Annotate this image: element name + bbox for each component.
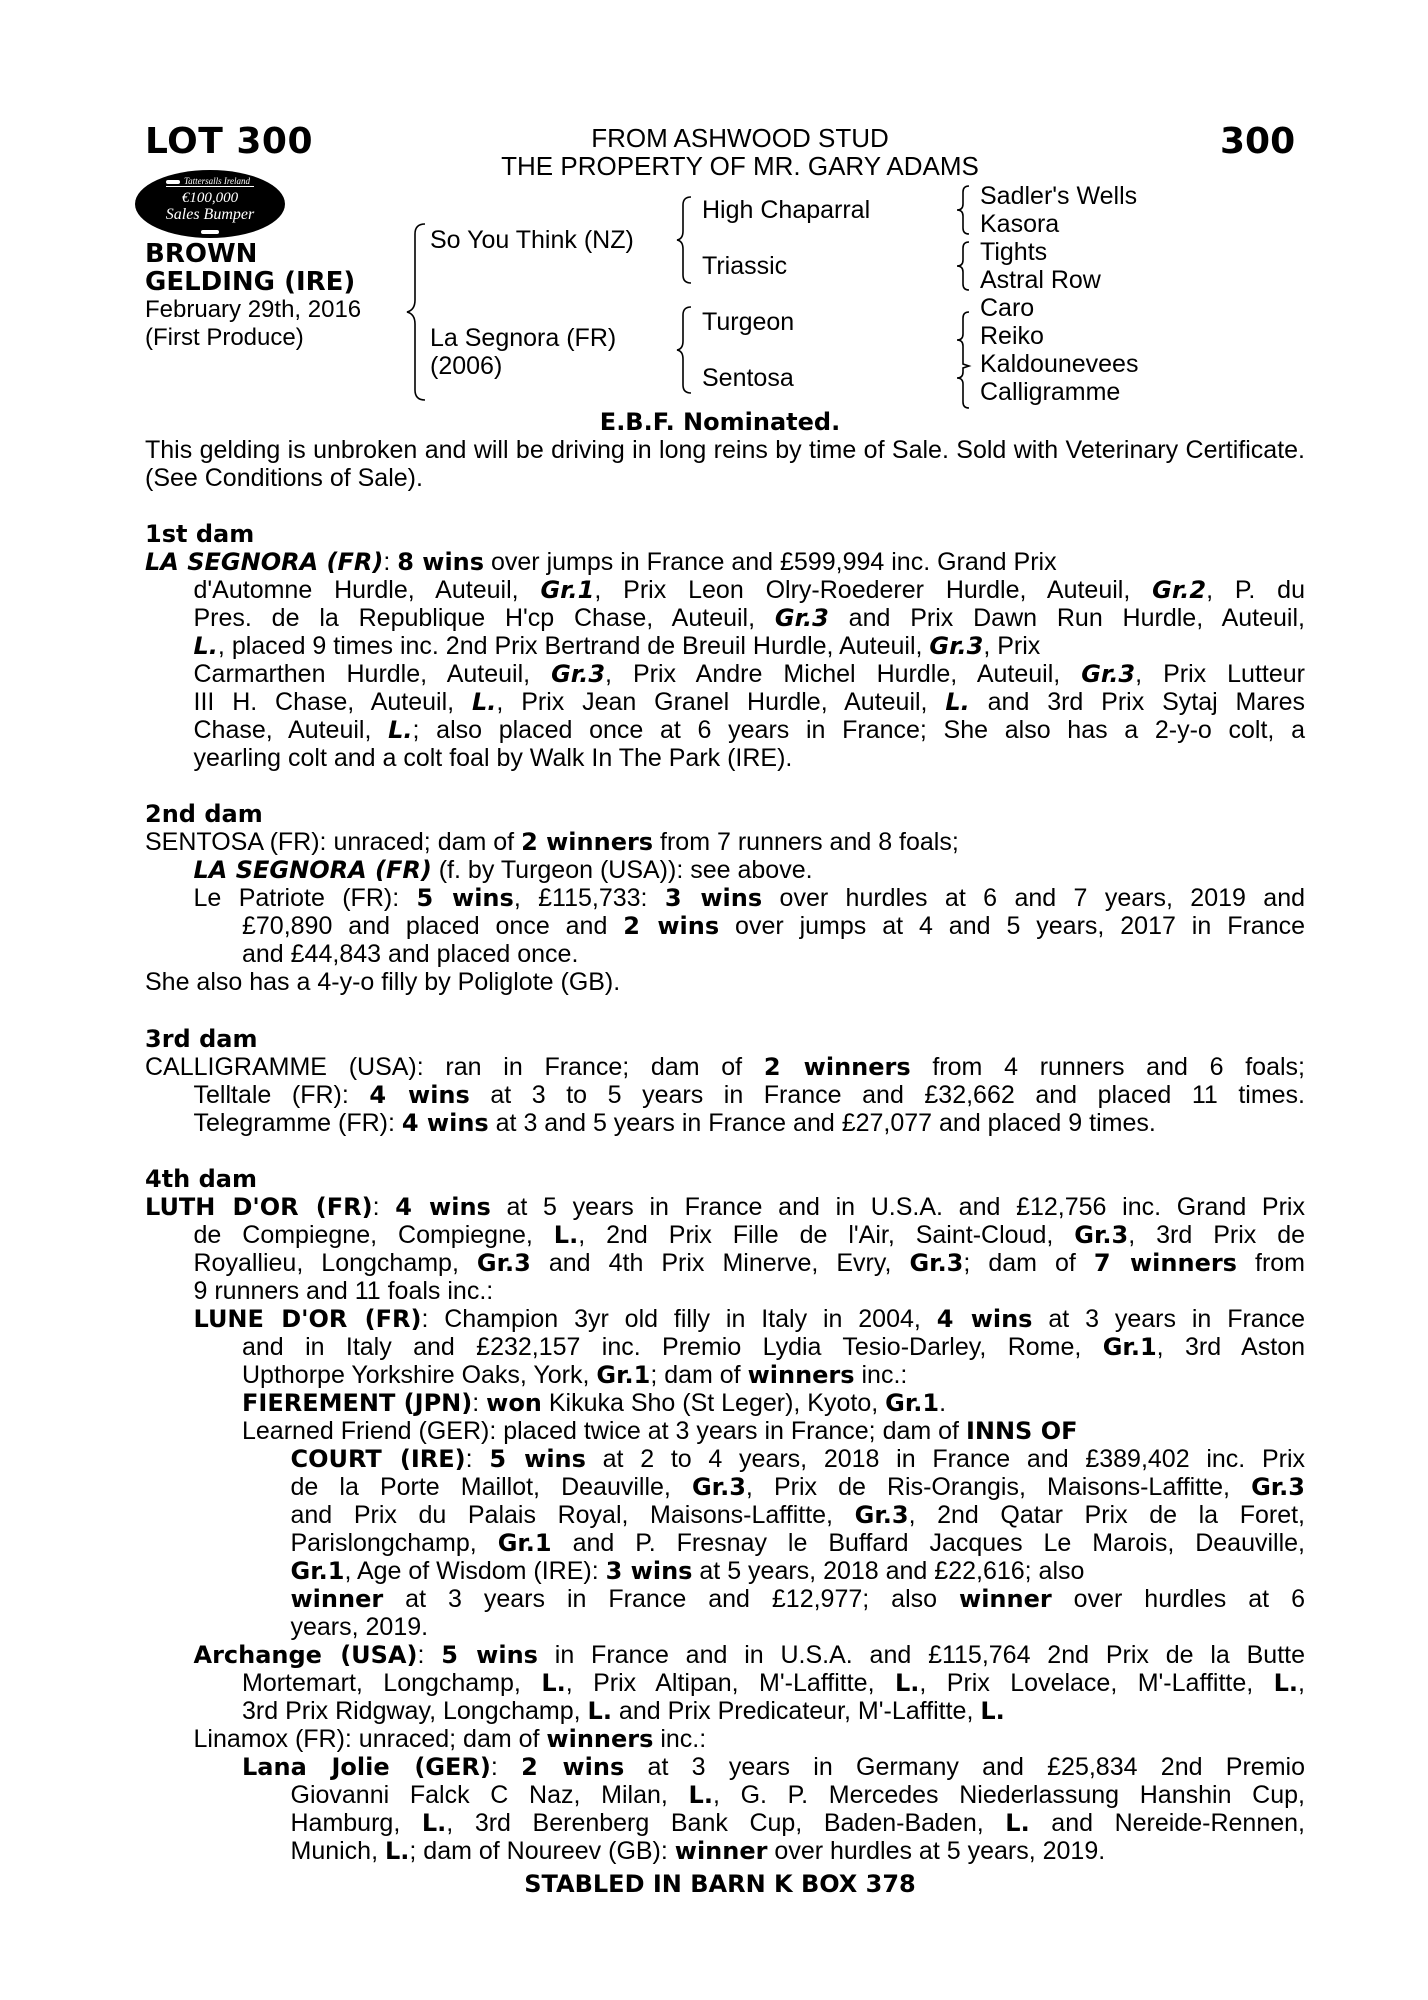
text-run: CALLIGRAMME (USA): ran in France; dam of — [145, 1053, 764, 1081]
emphasis-run: COURT (IRE) — [290, 1445, 466, 1473]
pedigree-g3-8: Calligramme — [980, 378, 1121, 406]
text-run: . — [939, 1389, 947, 1417]
emphasis-run: L. — [388, 716, 413, 744]
dam4-line — [242, 1389, 946, 1417]
text-run: ; also placed once at 6 years in France; She also has a 2-y-o colt, a — [412, 716, 1305, 744]
dam1-line — [194, 744, 793, 772]
dam4-line — [194, 1641, 1306, 1669]
emphasis-run: LUTH D'OR (FR) — [145, 1193, 373, 1221]
dam4-line — [291, 1501, 1306, 1529]
text-run: inc.: — [854, 1361, 908, 1389]
text-run: Hamburg, — [290, 1809, 422, 1837]
horse-dob-block — [145, 296, 361, 352]
text-run: Kikuka Sho (St Leger), Kyoto, — [541, 1389, 886, 1417]
dam4-line — [242, 1417, 1078, 1445]
text-run: , placed 9 times inc. 2nd Prix Bertrand de Breuil Hurdle, Auteuil, — [217, 632, 930, 660]
dam2-line — [242, 912, 1305, 940]
dam4-line — [291, 1585, 1306, 1613]
emphasis-run: winners — [546, 1725, 654, 1753]
dam4-line — [194, 1305, 1306, 1333]
text-run: : Champion 3yr old filly in Italy in 2004, — [421, 1305, 937, 1333]
dam4-line — [291, 1837, 1106, 1865]
emphasis-run: Gr.3 — [909, 1249, 964, 1277]
emphasis-run: L. — [541, 1669, 566, 1697]
text-run: inc.: — [653, 1725, 707, 1753]
dam4-line — [291, 1529, 1306, 1557]
emphasis-run: L. — [894, 1669, 920, 1697]
text-run: , — [1298, 1669, 1305, 1697]
text-run: and 3rd Prix Sytaj Mares — [969, 688, 1305, 716]
dam4-line — [291, 1613, 429, 1641]
emphasis-run: 4 wins — [936, 1305, 1033, 1333]
pedigree-brace-g3-2 — [955, 240, 975, 292]
pedigree-dam: La Segnora (FR) — [430, 324, 617, 352]
emphasis-run: Gr.3 — [1074, 1221, 1129, 1249]
text-run: Chase, Auteuil, — [193, 716, 389, 744]
text-run: at 3 and 5 years in France and £27,077 and placed 9 times. — [488, 1109, 1156, 1137]
dam2-line — [194, 884, 1306, 912]
emphasis-run: Gr.1 — [596, 1361, 651, 1389]
text-run: de la Porte Maillot, Deauville, — [290, 1473, 692, 1501]
horse-sex-country: GELDING (IRE) — [145, 267, 356, 297]
vendor-line-2: THE PROPERTY OF MR. GARY ADAMS — [501, 151, 979, 181]
badge-name: Sales Bumper — [165, 206, 255, 223]
pedigree-brace-sire — [675, 195, 695, 285]
text-run: from 4 runners and 6 foals; — [910, 1053, 1305, 1081]
emphasis-run: winners — [747, 1361, 855, 1389]
emphasis-run: 4 wins — [369, 1081, 470, 1109]
emphasis-run: L. — [1005, 1809, 1030, 1837]
emphasis-run: Gr.3 — [774, 604, 829, 632]
emphasis-run: Gr.3 — [1081, 660, 1136, 688]
emphasis-run: Gr.3 — [551, 660, 606, 688]
text-run: Carmarthen Hurdle, Auteuil, — [193, 660, 552, 688]
text-run: over hurdles at 6 — [1051, 1585, 1305, 1613]
text-run: Linamox (FR): unraced; dam of — [193, 1725, 547, 1753]
dam3-line — [194, 1109, 1156, 1137]
emphasis-run: L. — [193, 632, 218, 660]
text-run: and 4th Prix Minerve, Evry, — [530, 1249, 910, 1277]
pedigree-g3-3: Tights — [980, 238, 1048, 266]
dam1-line — [194, 576, 1306, 604]
text-run: de Compiegne, Compiegne, — [193, 1221, 554, 1249]
text-run: , 2nd Qatar Prix de la Foret, — [908, 1501, 1305, 1529]
ebf-nominated: E.B.F. Nominated. — [599, 408, 841, 436]
dam2-line — [145, 828, 959, 856]
text-run: : — [472, 1389, 487, 1417]
fox-icon — [201, 230, 219, 234]
stabling-footer: STABLED IN BARN K BOX 378 — [524, 1870, 916, 1898]
text-run: at 5 years, 2018 and £22,616; also — [692, 1557, 1085, 1585]
pedigree-brace-main — [405, 222, 431, 402]
emphasis-run: 3 wins — [664, 884, 763, 912]
text-run: , Prix Jean Granel Hurdle, Auteuil, — [496, 688, 946, 716]
text-run: , G. P. Mercedes Niederlassung Hanshin Cup, — [712, 1781, 1305, 1809]
emphasis-run: winner — [674, 1837, 768, 1865]
text-run: in France and in U.S.A. and £115,764 2nd Prix de la Butte — [537, 1641, 1305, 1669]
dam4-line — [242, 1753, 1305, 1781]
dam4-line — [145, 1193, 1305, 1221]
emphasis-run: 2 wins — [623, 912, 720, 940]
emphasis-run: FIEREMENT (JPN) — [242, 1389, 473, 1417]
dam4-line — [242, 1697, 1005, 1725]
text-run: 9 runners and 11 foals inc.: — [193, 1277, 494, 1305]
dam4-line — [194, 1277, 494, 1305]
text-run: and in Italy and £232,157 inc. Premio Lydia Tesio-Darley, Rome, — [242, 1333, 1103, 1361]
emphasis-run: Gr.3 — [476, 1249, 531, 1277]
pedigree-brace-dam — [675, 305, 695, 395]
pedigree-dam-year: (2006) — [430, 352, 503, 380]
dam4-line — [291, 1473, 1306, 1501]
dam4-line — [242, 1669, 1305, 1697]
emphasis-run: Gr.3 — [929, 632, 984, 660]
emphasis-run: winner — [290, 1585, 384, 1613]
dam1-line — [194, 660, 1305, 688]
text-run: , Prix Leon Olry-Roederer Hurdle, Auteuil, — [594, 576, 1153, 604]
pedigree-g3-4: Astral Row — [980, 266, 1101, 294]
text-run: III H. Chase, Auteuil, — [193, 688, 472, 716]
text-run: , 3rd Prix de — [1128, 1221, 1306, 1249]
emphasis-run: 7 winners — [1093, 1249, 1237, 1277]
emphasis-run: 2 wins — [521, 1753, 625, 1781]
emphasis-run: Gr.1 — [885, 1389, 940, 1417]
text-run: , 3rd Berenberg Bank Cup, Baden-Baden, — [446, 1809, 1006, 1837]
emphasis-run: L. — [688, 1781, 713, 1809]
horse-produce-note: (First Produce) — [145, 324, 304, 351]
text-run: over hurdles at 5 years, 2019. — [767, 1837, 1106, 1865]
text-run: and £44,843 and placed once. — [242, 940, 579, 968]
text-run: , Prix Lutteur — [1135, 660, 1305, 688]
text-run: and Prix du Palais Royal, Maisons-Laffitte, — [290, 1501, 855, 1529]
emphasis-run: 3 wins — [605, 1557, 693, 1585]
text-run: : — [383, 548, 398, 576]
text-run: d'Automne Hurdle, Auteuil, — [193, 576, 541, 604]
emphasis-run: 2 winners — [763, 1053, 911, 1081]
text-run: from — [1236, 1249, 1306, 1277]
text-run: : — [417, 1641, 442, 1669]
text-run: 3rd Prix Ridgway, Longchamp, — [242, 1697, 588, 1725]
text-run: Parislongchamp, — [290, 1529, 498, 1557]
pedigree-dam-dam: Sentosa — [702, 364, 794, 392]
dam2-line — [145, 968, 620, 996]
dam4-line — [194, 1221, 1306, 1249]
text-run: over jumps in France and £599,994 inc. Grand Prix — [484, 548, 1057, 576]
text-run: Mortemart, Longchamp, — [242, 1669, 542, 1697]
text-run: and Prix Predicateur, M'-Laffitte, — [611, 1697, 981, 1725]
text-run: , 3rd Aston — [1156, 1333, 1305, 1361]
text-run: , 2nd Prix Fille de l'Air, Saint-Cloud, — [578, 1221, 1075, 1249]
sales-bumper-badge — [135, 170, 285, 238]
emphasis-run: winner — [959, 1585, 1052, 1613]
pedigree-g3-5: Caro — [980, 294, 1035, 322]
pedigree-brace-g3-1 — [955, 184, 975, 236]
text-run: Learned Friend (GER): placed twice at 3 years in France; dam of — [242, 1417, 966, 1445]
text-run: Munich, — [290, 1837, 385, 1865]
emphasis-run: 4 wins — [395, 1193, 491, 1221]
emphasis-run: L. — [421, 1809, 447, 1837]
text-run: over hurdles at 6 and 7 years, 2019 and — [762, 884, 1305, 912]
pedigree-g3-2: Kasora — [980, 210, 1060, 238]
emphasis-run: Gr.1 — [497, 1529, 552, 1557]
emphasis-run: Gr.1 — [290, 1557, 345, 1585]
vendor-line-1: FROM ASHWOOD STUD — [591, 123, 889, 153]
dam2-line — [242, 940, 578, 968]
text-run: over jumps at 4 and 5 years, 2017 in France — [719, 912, 1306, 940]
text-run: Pres. de la Republique H'cp Chase, Auteuil, — [193, 604, 775, 632]
emphasis-run: Gr.1 — [1102, 1333, 1157, 1361]
dam4-heading: 4th dam — [145, 1165, 257, 1193]
text-run: : — [490, 1753, 522, 1781]
dam4-line — [194, 1725, 707, 1753]
emphasis-run: Gr.3 — [691, 1473, 746, 1501]
text-run: Telegramme (FR): — [193, 1109, 402, 1137]
horse-colour: BROWN — [145, 239, 258, 269]
text-run: , Prix de Ris-Orangis, Maisons-Laffitte, — [745, 1473, 1252, 1501]
emphasis-run: Archange (USA) — [193, 1641, 418, 1669]
emphasis-run: LA SEGNORA (FR) — [145, 548, 384, 576]
horse-dob: February 29th, 2016 — [145, 296, 362, 323]
text-run: at 3 years in Germany and £25,834 2nd Premio — [624, 1753, 1305, 1781]
dam2-heading: 2nd dam — [145, 800, 263, 828]
text-run: : — [465, 1445, 490, 1473]
emphasis-run: Gr.3 — [854, 1501, 909, 1529]
dam2-line — [194, 856, 813, 884]
horse-description — [145, 240, 355, 296]
dam4-line — [291, 1445, 1306, 1473]
pedigree-g3-1: Sadler's Wells — [980, 182, 1138, 210]
emphasis-run: won — [486, 1389, 542, 1417]
text-run: , £115,733: — [513, 884, 665, 912]
emphasis-run: L. — [1273, 1669, 1299, 1697]
text-run: from 7 runners and 8 foals; — [653, 828, 959, 856]
emphasis-run: L. — [553, 1221, 579, 1249]
pedigree-g3-6: Reiko — [980, 322, 1044, 350]
vendor-block — [440, 124, 1040, 180]
text-run: , Prix Andre Michel Hurdle, Auteuil, — [605, 660, 1082, 688]
emphasis-run: L. — [980, 1697, 1005, 1725]
text-run: at 3 years in France — [1032, 1305, 1305, 1333]
badge-amount: €100,000 — [181, 190, 239, 206]
text-run: ; dam of — [650, 1361, 748, 1389]
intro-paragraph: This gelding is unbroken and will be driving in long reins by time of Sale. Sold with Veterinary Certificate. (See Conditions of Sale). — [145, 436, 1305, 492]
dam4-line — [291, 1809, 1305, 1837]
text-run: Le Patriote (FR): — [193, 884, 417, 912]
text-run: at 3 years in France and £12,977; also — [383, 1585, 960, 1613]
dam3-line — [145, 1053, 1305, 1081]
pedigree-sire-dam: Triassic — [702, 252, 788, 280]
badge-brand: Tattersalls Ireland — [166, 176, 254, 187]
emphasis-run: L. — [945, 688, 970, 716]
emphasis-run: 5 wins — [441, 1641, 538, 1669]
dam1-line — [194, 716, 1305, 744]
text-run: SENTOSA (FR): unraced; dam of — [145, 828, 522, 856]
pedigree-sire-sire: High Chaparral — [702, 196, 871, 224]
text-run: and P. Fresnay le Buffard Jacques Le Marois, Deauville, — [551, 1529, 1306, 1557]
text-run: at 2 to 4 years, 2018 in France and £389,402 inc. Prix — [585, 1445, 1305, 1473]
pedigree-g3-7: Kaldounevees — [980, 350, 1139, 378]
dam3-line — [194, 1081, 1306, 1109]
emphasis-run: L. — [587, 1697, 612, 1725]
text-run: years, 2019. — [290, 1613, 429, 1641]
text-run: (f. by Turgeon (USA)): see above. — [431, 856, 813, 884]
dam1-heading: 1st dam — [145, 520, 255, 548]
pedigree-dam-sire: Turgeon — [702, 308, 795, 336]
text-run: and Nereide-Rennen, — [1029, 1809, 1305, 1837]
text-run: , Prix Lovelace, M'-Laffitte, — [919, 1669, 1274, 1697]
text-run: Giovanni Falck C Naz, Milan, — [290, 1781, 689, 1809]
emphasis-run: 4 wins — [401, 1109, 489, 1137]
lot-number: 300 — [1220, 121, 1296, 162]
lot-title: LOT 300 — [145, 121, 313, 162]
emphasis-run: Gr.1 — [540, 576, 595, 604]
text-run: Telltale (FR): — [193, 1081, 370, 1109]
dam4-line — [242, 1333, 1305, 1361]
dam4-line — [291, 1557, 1085, 1585]
text-run: ; dam of — [963, 1249, 1094, 1277]
emphasis-run: Gr.2 — [1152, 576, 1207, 604]
text-run: , Prix — [983, 632, 1041, 660]
emphasis-run: LA SEGNORA (FR) — [193, 856, 432, 884]
pedigree-sire: So You Think (NZ) — [430, 226, 634, 254]
emphasis-run: 2 winners — [521, 828, 654, 856]
emphasis-run: 5 wins — [489, 1445, 586, 1473]
dam1-line — [145, 548, 1057, 576]
pedigree-brace-g3-3 — [955, 310, 975, 410]
emphasis-run: 8 wins — [397, 548, 485, 576]
dam4-line — [194, 1249, 1306, 1277]
dam1-line — [194, 688, 1305, 716]
text-run: ; dam of Noureev (GB): — [409, 1837, 675, 1865]
emphasis-run: L. — [471, 688, 497, 716]
emphasis-run: 5 wins — [416, 884, 514, 912]
text-run: at 3 to 5 years in France and £32,662 and placed 11 times. — [469, 1081, 1305, 1109]
emphasis-run: INNS OF — [965, 1417, 1078, 1445]
text-run: Upthorpe Yorkshire Oaks, York, — [242, 1361, 597, 1389]
text-run: and Prix Dawn Run Hurdle, Auteuil, — [828, 604, 1305, 632]
text-run: , P. du — [1206, 576, 1305, 604]
emphasis-run: Lana Jolie (GER) — [242, 1753, 491, 1781]
text-run: £70,890 and placed once and — [242, 912, 624, 940]
dam3-heading: 3rd dam — [145, 1025, 258, 1053]
emphasis-run: Gr.3 — [1251, 1473, 1305, 1501]
text-run: : — [372, 1193, 396, 1221]
dam1-line — [194, 604, 1306, 632]
text-run: at 5 years in France and in U.S.A. and £12,756 inc. Grand Prix — [490, 1193, 1305, 1221]
dam4-line — [291, 1781, 1305, 1809]
emphasis-run: LUNE D'OR (FR) — [193, 1305, 422, 1333]
text-run: She also has a 4-y-o filly by Poliglote (GB). — [145, 968, 621, 996]
text-run: , Prix Altipan, M'-Laffitte, — [565, 1669, 895, 1697]
emphasis-run: L. — [384, 1837, 410, 1865]
dam4-line — [242, 1361, 907, 1389]
text-run: , Age of Wisdom (IRE): — [344, 1557, 606, 1585]
text-run: yearling colt and a colt foal by Walk In The Park (IRE). — [193, 744, 793, 772]
dam1-line — [194, 632, 1041, 660]
text-run: Royallieu, Longchamp, — [193, 1249, 477, 1277]
